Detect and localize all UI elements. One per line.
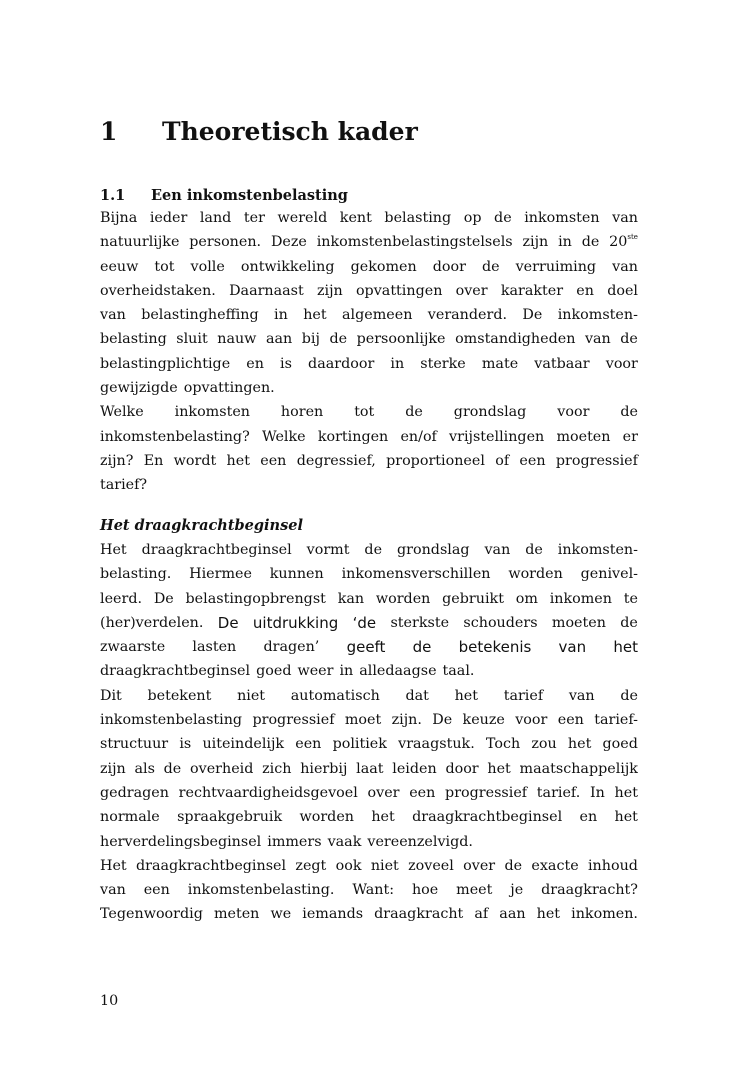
word: het: [487, 760, 511, 777]
word: goed: [256, 663, 292, 680]
text-line: [100, 757, 638, 781]
word: Het: [100, 857, 127, 874]
word: een: [519, 452, 546, 469]
section-heading: [100, 186, 348, 206]
word: en: [579, 809, 598, 826]
word: de: [405, 404, 423, 421]
word: we: [270, 906, 292, 923]
text-line: [100, 684, 638, 708]
word: structuur: [100, 736, 169, 753]
word: De: [153, 590, 174, 607]
text-line: [100, 902, 638, 926]
word: bij: [301, 331, 320, 348]
word: inhoud: [587, 857, 638, 874]
word: belasting.: [100, 566, 172, 583]
text-line: [100, 279, 638, 303]
text-line: [100, 805, 638, 829]
word: De: [522, 307, 543, 324]
word: vraagstuk.: [398, 736, 475, 753]
word: sterkste: [390, 614, 450, 631]
word: genivel-: [580, 566, 638, 583]
word: doel: [607, 282, 638, 299]
word: een: [260, 452, 287, 469]
word: van: [584, 331, 611, 348]
word: de: [581, 234, 600, 251]
word: Bijna: [100, 210, 138, 226]
word: over: [367, 784, 400, 801]
word: wereld: [277, 210, 328, 226]
word: vereenzelvigd.: [367, 833, 473, 850]
word: dat: [405, 687, 429, 704]
page-number: 10: [100, 993, 119, 1009]
text-line: [100, 473, 638, 497]
word: het: [567, 736, 592, 753]
text-line: [100, 562, 638, 586]
word: zijn: [316, 282, 343, 299]
word: worden: [375, 590, 431, 607]
word: progressief: [252, 712, 335, 729]
word: het: [226, 452, 250, 469]
word: voor: [605, 355, 638, 372]
word: tarief-: [594, 712, 638, 729]
word: niet: [237, 687, 266, 704]
word: inkomsten: [524, 210, 600, 226]
subheading: Het draagkrachtbeginsel: [100, 517, 303, 534]
word: het: [303, 307, 327, 324]
word: kortingen: [317, 428, 389, 445]
word: en: [576, 282, 594, 299]
word: Tegenwoordig: [100, 906, 203, 923]
text-line: [100, 206, 638, 230]
text-line: [100, 425, 638, 449]
word: progressief: [445, 784, 528, 801]
text-line: [100, 352, 638, 376]
word: volle: [190, 258, 225, 275]
word: ter: [243, 210, 265, 226]
word: over: [455, 282, 488, 299]
word: inkomsten-: [557, 307, 638, 324]
word: goed: [602, 736, 638, 753]
word: zoveel: [408, 857, 454, 874]
word: zijn.: [391, 712, 422, 729]
text-line: [100, 611, 638, 635]
word: progressief: [555, 452, 638, 469]
word: en/of: [400, 428, 437, 445]
word: af: [474, 906, 489, 923]
word: gewijzigde: [100, 380, 178, 397]
word: vrijstellingen: [449, 428, 545, 445]
word: een: [143, 882, 170, 899]
word: opvattingen.: [183, 380, 275, 397]
word: moeten: [556, 428, 611, 445]
word: niet: [370, 857, 399, 874]
text-line: [100, 635, 638, 659]
word: zich: [262, 760, 292, 777]
word: geeft: [346, 638, 386, 657]
word: Welke: [261, 428, 306, 445]
word: de: [525, 542, 543, 558]
text-line: [100, 781, 638, 805]
word: van: [568, 687, 595, 704]
word: opvattingen: [355, 282, 443, 299]
word: vormt: [306, 542, 350, 558]
word: van: [100, 882, 126, 899]
text-line: [100, 659, 638, 683]
word: personen.: [189, 234, 262, 251]
word: de: [494, 210, 512, 226]
word: ieder: [149, 210, 188, 226]
word: In: [589, 784, 605, 801]
word: spraakgebruik: [177, 809, 283, 826]
word: zegt: [295, 857, 327, 874]
word: inkomen.: [571, 906, 638, 923]
chapter-heading: [100, 114, 418, 150]
word: of: [495, 452, 510, 469]
word: En: [143, 452, 164, 469]
word: draagkracht?: [541, 882, 638, 899]
word: is: [280, 355, 292, 372]
word: moet: [344, 712, 382, 729]
word: inkomstenbelasting.: [187, 882, 335, 899]
word: de: [481, 258, 500, 275]
word: ontwikkeling: [240, 258, 335, 275]
word: zwaarste: [100, 639, 166, 656]
word: wordt: [173, 452, 217, 469]
section-number: 1.1: [100, 187, 126, 204]
word: belastingopbrengst: [185, 590, 326, 607]
text-line: [100, 732, 638, 756]
word: een: [295, 736, 322, 753]
word: in: [390, 355, 405, 372]
word: tot: [154, 258, 175, 275]
word: inkomensverschillen: [341, 566, 491, 583]
word: inkomstenbelasting: [100, 712, 243, 729]
word: algemeen: [342, 307, 413, 324]
word: dragen’: [263, 639, 320, 656]
word: schouders: [463, 614, 538, 631]
word: Daarnaast: [229, 282, 304, 299]
word: eeuw: [100, 258, 139, 275]
word: sterke: [420, 355, 466, 372]
text-line: [100, 854, 638, 878]
text-line: [100, 376, 638, 400]
word: gebruikt: [442, 590, 504, 607]
word: van: [100, 307, 126, 324]
word: Dit: [100, 687, 122, 704]
word: verruiming: [515, 258, 597, 275]
word: van: [612, 258, 638, 275]
word: rechtvaardigheidsgevoel: [178, 784, 358, 801]
word: overheidstaken.: [100, 282, 216, 299]
section-title: Een inkomstenbelasting: [151, 187, 348, 204]
text-line: [100, 449, 638, 473]
word: omstandigheden: [455, 331, 576, 348]
word: door: [445, 760, 479, 777]
word: immers: [267, 833, 322, 850]
word: 20: [609, 234, 628, 251]
paragraph-block-intro: [100, 206, 638, 498]
word: is: [179, 736, 192, 753]
word: herverdelingsbeginsel: [100, 833, 262, 850]
word: karakter: [500, 282, 564, 299]
word: de: [364, 542, 383, 558]
word: weer: [297, 663, 334, 680]
word: over: [463, 857, 496, 874]
word: een: [557, 712, 584, 729]
word: alledaagse: [359, 663, 437, 680]
word: betekent: [147, 687, 212, 704]
word: leiden: [392, 760, 437, 777]
word: gedragen: [100, 784, 169, 801]
word: lasten: [192, 639, 237, 656]
word: zou: [531, 736, 557, 753]
word: te: [623, 590, 638, 607]
word: de: [412, 638, 432, 657]
word: horen: [280, 404, 324, 421]
superscript: ste: [627, 233, 638, 242]
word: in: [339, 663, 354, 680]
word: er: [622, 428, 638, 445]
word: grondslag: [453, 404, 527, 421]
word: zijn: [522, 234, 549, 251]
word: belasting: [384, 210, 452, 226]
word: uitdrukking: [252, 613, 339, 632]
word: vaak: [327, 833, 362, 850]
word: Toch: [485, 736, 521, 753]
word: kunnen: [269, 566, 324, 583]
word: zijn: [100, 760, 126, 777]
word: exacte: [531, 857, 579, 874]
word: degressief,: [296, 452, 376, 469]
word: draagkrachtbeginsel: [412, 809, 563, 826]
word: aan: [265, 331, 293, 348]
paragraph-block-draagkracht: [100, 538, 638, 927]
word: het: [614, 784, 638, 801]
word: worden: [299, 809, 354, 826]
word: je: [510, 882, 524, 899]
word: tarief.: [536, 784, 581, 801]
word: tot: [354, 404, 375, 421]
word: de: [620, 614, 638, 631]
word: worden: [508, 566, 563, 583]
word: inkomen: [549, 590, 612, 607]
word: in: [558, 234, 572, 251]
word: inkomsten: [174, 404, 250, 421]
word: persoonlijke: [356, 331, 446, 348]
word: het: [371, 809, 395, 826]
word: Het: [100, 542, 127, 558]
word: zijn?: [100, 452, 134, 469]
word: van: [558, 638, 587, 657]
word-with-superscript: [609, 230, 638, 254]
word: belastingplichtige: [100, 355, 231, 372]
word: overheid: [190, 760, 254, 777]
word: de: [620, 687, 638, 704]
word: De: [432, 712, 453, 729]
word: automatisch: [290, 687, 380, 704]
word: en: [246, 355, 264, 372]
word: iemands: [302, 906, 364, 923]
word: het: [613, 638, 638, 657]
word: belasting: [100, 331, 167, 348]
text-line: [100, 327, 638, 351]
word: het: [614, 809, 638, 826]
word: kan: [337, 590, 365, 607]
word: betekenis: [458, 638, 532, 657]
word: voor: [557, 404, 590, 421]
word: daardoor: [308, 355, 375, 372]
word: meten: [213, 906, 260, 923]
word: van: [484, 542, 511, 558]
word: proportioneel: [386, 452, 485, 469]
word: ‘de: [352, 613, 377, 632]
word: een: [409, 784, 436, 801]
text-line: [100, 255, 638, 279]
word: door: [432, 258, 466, 275]
word: land: [199, 210, 232, 226]
chapter-number: 1: [100, 117, 118, 146]
word: de: [620, 404, 638, 421]
word: tarief?: [100, 477, 148, 494]
word: aan: [499, 906, 526, 923]
word: draagkrachtbeginsel: [100, 663, 251, 680]
word: keuze: [462, 712, 505, 729]
word: om: [515, 590, 538, 607]
word: de: [620, 331, 638, 348]
text-line: [100, 708, 638, 732]
word: grondslag: [396, 542, 470, 558]
word: kent: [339, 210, 372, 226]
word: moeten: [551, 614, 606, 631]
word: Want:: [352, 882, 395, 899]
word: het: [454, 687, 479, 704]
text-line: [100, 878, 638, 902]
word: De: [217, 613, 239, 632]
word: inkomstenbelastingstelsels: [316, 234, 513, 251]
word: draagkracht: [374, 906, 464, 923]
word: op: [463, 210, 482, 226]
word: inkomstenbelasting?: [100, 428, 250, 445]
word: laat: [356, 760, 384, 777]
word: hierbij: [300, 760, 348, 777]
text-line: [100, 830, 638, 854]
word: sluit: [176, 331, 208, 348]
word: normale: [100, 809, 160, 826]
word: de: [329, 331, 348, 348]
text-line: [100, 303, 638, 327]
word: als: [134, 760, 155, 777]
word: natuurlijke: [100, 234, 180, 251]
text-line: [100, 400, 638, 424]
word: Deze: [270, 234, 307, 251]
word: (her)verdelen.: [100, 614, 204, 631]
word: nauw: [217, 331, 257, 348]
word: leerd.: [100, 590, 143, 607]
word: hoe: [411, 882, 439, 899]
word: politiek: [332, 736, 387, 753]
word: de: [504, 857, 523, 874]
text-line: [100, 587, 638, 611]
chapter-title: Theoretisch kader: [162, 117, 418, 146]
word: tarief: [503, 687, 544, 704]
word: belastingheffing: [141, 307, 259, 324]
word: mate: [481, 355, 519, 372]
word: ook: [335, 857, 362, 874]
word: de: [163, 760, 182, 777]
word: Welke: [100, 404, 144, 421]
word: draagkrachtbeginsel: [136, 857, 287, 874]
word: meet: [456, 882, 493, 899]
word: uiteindelijk: [202, 736, 285, 753]
word: Hiermee: [189, 566, 252, 583]
word: gekomen: [350, 258, 417, 275]
word: in: [274, 307, 288, 324]
word: veranderd.: [427, 307, 508, 324]
word: taal.: [442, 663, 475, 680]
word: maatschappelijk: [519, 760, 638, 777]
word: het: [536, 906, 561, 923]
text-line: [100, 230, 638, 254]
word: draagkrachtbeginsel: [141, 542, 292, 558]
text-line: [100, 538, 638, 562]
word: van: [612, 210, 638, 226]
word: vatbaar: [534, 355, 590, 372]
word: voor: [515, 712, 548, 729]
word: inkomsten-: [557, 542, 638, 558]
